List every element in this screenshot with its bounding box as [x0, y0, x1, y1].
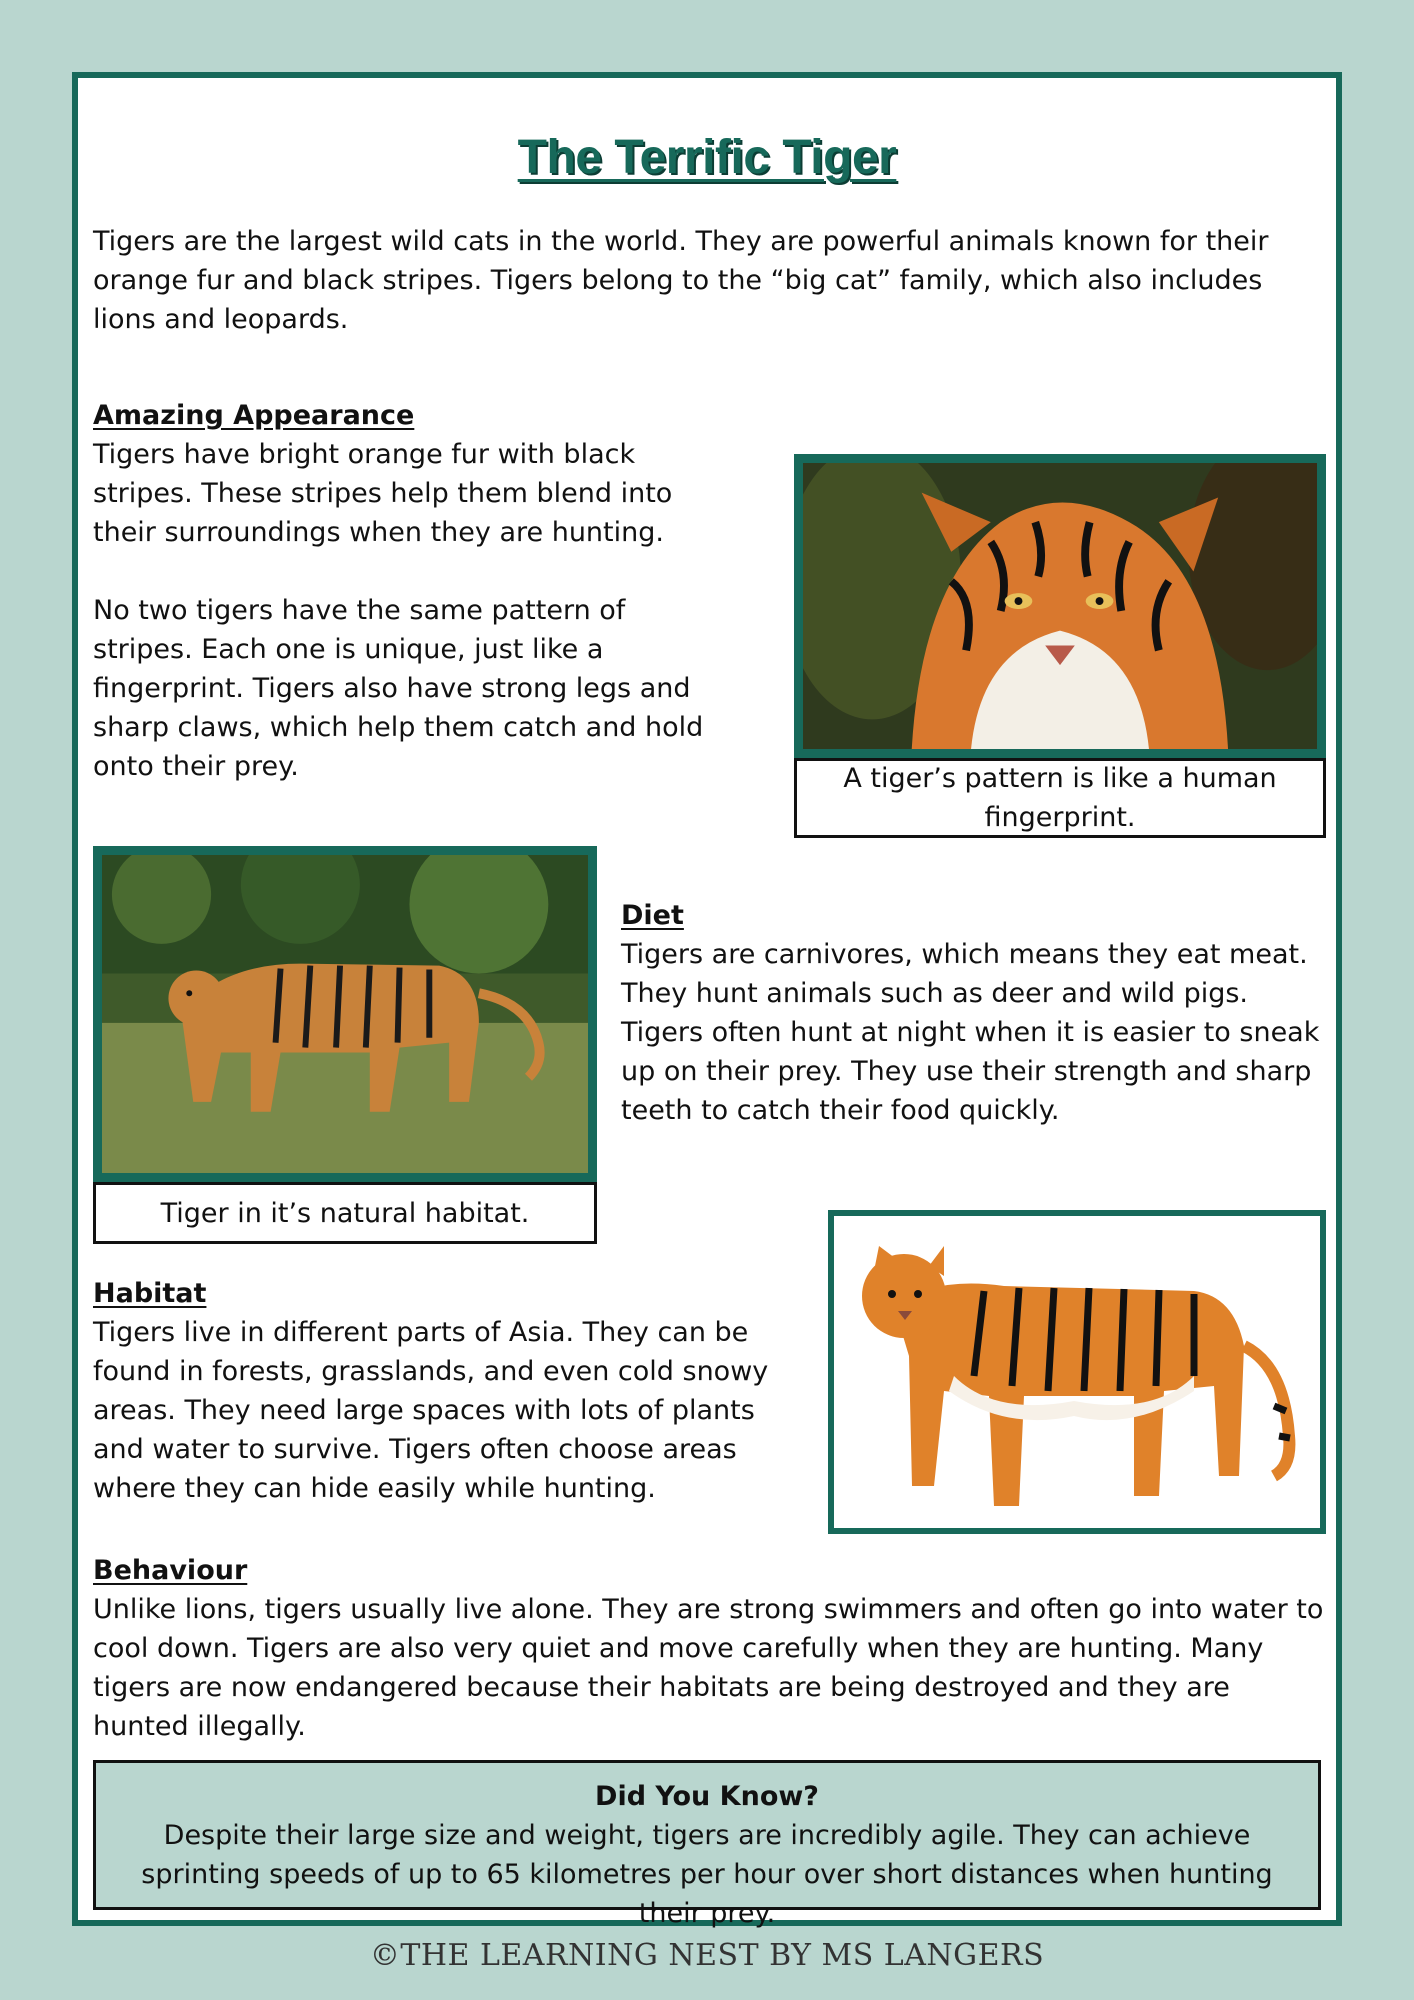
copyright-footer: ©THE LEARNING NEST BY MS LANGERS: [369, 1938, 1045, 1973]
appearance-heading: Amazing Appearance: [93, 400, 415, 431]
tiger-standing-illustration: [828, 1210, 1326, 1534]
diet-paragraph: Tigers are carnivores, which means they eat meat. They hunt animals such as deer and wild pigs. Tigers often hunt at night when it is easier to sneak up on their prey. They use their strength and sharp teeth to catch their food quickly.: [621, 939, 1320, 1126]
did-you-know-title: Did You Know?: [595, 1781, 819, 1812]
appearance-paragraph-2: No two tigers have the same pattern of stripes. Each one is unique, just like a fingerprint. Tigers also have strong legs and sharp claws, which help them catch and hold onto their prey.: [93, 595, 704, 782]
behaviour-heading: Behaviour: [93, 1555, 248, 1586]
tiger-walking-photo: [93, 846, 597, 1182]
habitat-paragraph: Tigers live in different parts of Asia. They can be found in forests, grasslands, and even cold snowy areas. They need large spaces with lots of plants and water to survive. Tigers often choose areas where they can hide easily while hunting.: [93, 1317, 769, 1504]
tiger-face-caption: A tiger’s pattern is like a human fingerprint.: [794, 758, 1326, 838]
behaviour-paragraph: Unlike lions, tigers usually live alone. They are strong swimmers and often go into water to cool down. Tigers are also very quiet and move carefully when they are hunting. Many tigers are now endangered because their habitats are being destroyed and they are hunted illegally.: [93, 1594, 1324, 1742]
tiger-walking-caption: Tiger in it’s natural habitat.: [93, 1182, 597, 1244]
habitat-heading: Habitat: [93, 1278, 207, 1309]
diet-heading: Diet: [621, 900, 684, 931]
appearance-paragraph-1: Tigers have bright orange fur with black stripes. These stripes help them blend into their surroundings when they are hunting.: [93, 439, 673, 548]
intro-paragraph: Tigers are the largest wild cats in the world. They are powerful animals known for their orange fur and black stripes. Tigers belong to the “big cat” family, which also includes lions and leopards.: [93, 226, 1269, 335]
did-you-know-box: [93, 1760, 1321, 1929]
worksheet-page: [72, 72, 1342, 1929]
did-you-know-body: Despite their large size and weight, tigers are incredibly agile. They can achieve sprinting speeds of up to 65 kilometres per hour over short distances when hunting their prey.: [141, 1820, 1273, 1929]
tiger-face-photo: [794, 454, 1326, 758]
page-title: The Terrific Tiger: [517, 131, 897, 184]
